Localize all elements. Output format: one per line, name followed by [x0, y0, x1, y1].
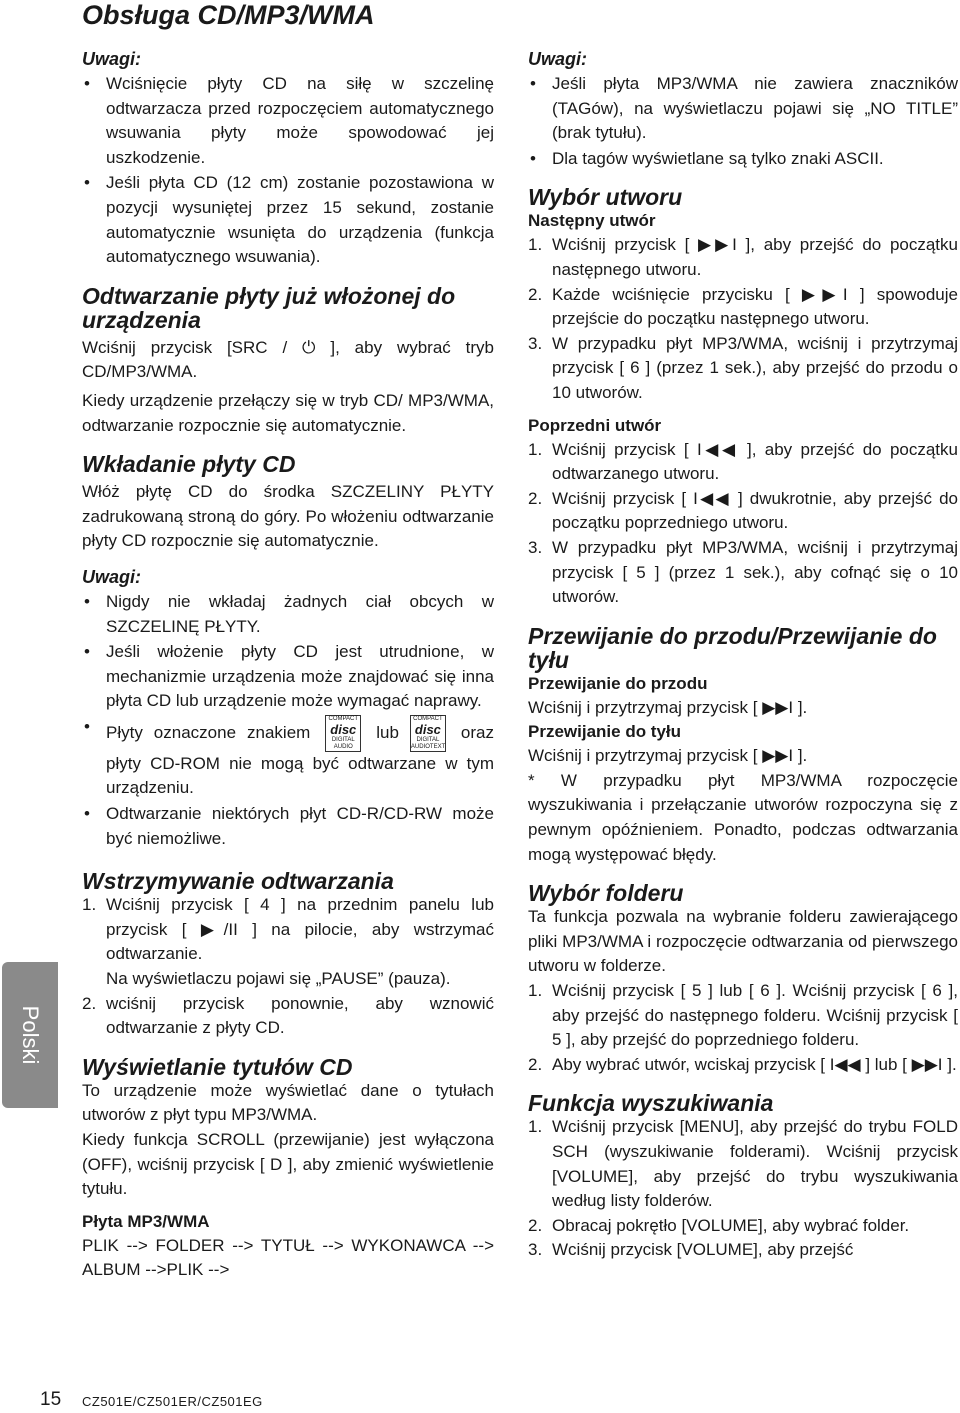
search-steps — [528, 1115, 958, 1263]
list-item: 1. Wciśnij przycisk [ I◀◀ ], aby przejść do początku odtwarzanego utworu. — [528, 439, 958, 484]
paragraph: Wciśnij i przytrzymaj przycisk [ ▶▶I ]. — [528, 697, 808, 717]
paragraph: Włóż płytę CD do środka SZCZELINY PŁYTY zadrukowaną stroną do góry. Po włożeniu odtwarzanie płyty CD rozpocznie się automatycznie. — [82, 482, 494, 551]
list-item: • Wciśnięcie płyty CD na siłę w szczelinę odtwarzacza przed rozpoczęciem automatycznego wsuwania płyty może spowodować jej uszkodzenie. — [82, 72, 494, 170]
list-item: • Odtwarzanie niektórych płyt CD-R/CD-RW może być niemożliwe. — [82, 802, 494, 851]
section-heading-ff: Przewijanie do przodu/Przewijanie do tyłu — [528, 622, 937, 673]
section-heading-pause: Wstrzymywanie odtwarzania — [82, 868, 394, 895]
folder-steps — [528, 979, 958, 1077]
paragraph: PLIK --> FOLDER --> TYTUŁ --> WYKONAWCA --> ALBUM -->PLIK --> — [82, 1235, 494, 1280]
subheading-forward: Przewijanie do przodu — [528, 673, 708, 693]
section-heading-track: Wybór utworu — [528, 184, 683, 211]
list-item — [82, 715, 494, 801]
list-item: • Nigdy nie wkładaj żadnych ciał obcych w SZCZELINĘ PŁYTY. — [82, 590, 494, 639]
list-item: • Jeśli płyta MP3/WMA nie zawiera znaczników (TAGów), na wyświetlaczu pojawi się „NO TITLE” (brak tytułu). — [528, 72, 958, 146]
paragraph: Wciśnij i przytrzymaj przycisk [ ▶▶I ]. — [528, 746, 808, 766]
text: Na wyświetlaczu pojawi się „PAUSE” (pauza). — [106, 969, 451, 989]
model-number: CZ501E/CZ501ER/CZ501EG — [82, 1394, 263, 1409]
compact-disc-logo: COMPACT disc DIGITAL AUDIO — [325, 715, 361, 752]
paragraph: To urządzenie może wyświetlać dane o tytułach utworów z płyt typu MP3/WMA. — [82, 1080, 494, 1125]
pause-steps — [82, 893, 494, 1041]
notes-list — [528, 72, 958, 171]
paragraph: Kiedy funkcja SCROLL (przewijanie) jest wyłączona (OFF), wciśnij przycisk [ D ], aby zmienić wyświetlenie tytułu. — [82, 1130, 494, 1199]
section-heading-titles: Wyświetlanie tytułów CD — [82, 1053, 353, 1080]
list-item: 1. Wciśnij przycisk [ 5 ] lub [ 6 ]. Wciśnij przycisk [ 6 ], aby przejść do następnego folderu. Wciśnij przycisk [ 5 ], aby przejść do poprzedniego folderu. — [528, 981, 958, 1050]
section-heading-folder: Wybór folderu — [528, 880, 684, 907]
list-item: • Jeśli włożenie płyty CD jest utrudnione, w mechanizmie urządzenia może znajdować się inna płyta CD lub urządzenie może wymagać naprawy. — [82, 640, 494, 714]
notes-list — [82, 590, 494, 851]
paragraph: Ta funkcja pozwala na wybranie folderu zawierającego pliki MP3/WMA i rozpoczęcie odtwarzania od pierwszego utworu w folderze. — [528, 907, 958, 976]
list-item: • Jeśli płyta CD (12 cm) zostanie pozostawiona w pozycji wysuniętej przez 15 sekund, zostanie automatycznie wsunięta do urządzenia (funkcja automatycznego wsuwania). — [82, 171, 494, 269]
paragraph: Kiedy urządzenie przełączy się w tryb CD/ MP3/WMA, odtwarzanie rozpocznie się automatycznie. — [82, 390, 494, 435]
language-tab-label: Polski — [18, 1005, 43, 1065]
prev-steps — [528, 438, 958, 610]
footnote: * W przypadku płyt MP3/WMA rozpoczęcie wyszukiwania i przełączanie utworów rozpoczyna się z pewnym opóźnieniem. Ponadto, podczas odtwarzania mogą występować błędy. — [528, 770, 958, 864]
left-column — [82, 48, 494, 1283]
section-heading-insert: Wkładanie płyty CD — [82, 451, 296, 478]
list-item: 2. Wciśnij przycisk [ I◀◀ ] dwukrotnie, aby przejść do początku poprzedniego utworu. — [528, 488, 958, 533]
list-item: 1. Wciśnij przycisk [MENU], aby przejść do trybu FOLD SCH (wyszukiwanie folderami). Wciśnij przycisk [VOLUME], aby przejść do trybu wyszukiwania według listy folderów. — [528, 1117, 958, 1211]
language-tab — [2, 962, 58, 1108]
next-steps — [528, 233, 958, 405]
list-item: 2. Obracaj pokrętło [VOLUME], aby wybrać folder. — [528, 1215, 910, 1235]
list-item: 2. wciśnij przycisk ponownie, aby wznowić odtwarzanie z płyty CD. — [82, 993, 494, 1038]
text: Płyty oznaczone znakiem — [106, 722, 311, 742]
notes-heading: Uwagi: — [82, 566, 142, 587]
text: oraz płyty CD-ROM nie mogą być odtwarzane w tym urządzeniu. — [106, 722, 494, 798]
notes-heading: Uwagi: — [82, 49, 142, 69]
subheading-prev: Poprzedni utwór — [528, 415, 662, 435]
list-item: 1. Wciśnij przycisk [ 4 ] na przednim panelu lub przycisk [ ▶/II ] na pilocie, aby wstrzymać odtwarzanie. Na wyświetlaczu pojawi się „PAUSE” (pauza). — [82, 895, 494, 989]
notes-list — [82, 72, 494, 270]
subheading-back: Przewijanie do tyłu — [528, 722, 682, 742]
list-item: 3. Wciśnij przycisk [VOLUME], aby przejść — [528, 1240, 854, 1260]
list-item: 1. Wciśnij przycisk [ ▶▶I ], aby przejść do początku następnego utworu. — [528, 235, 958, 279]
list-item: 3. W przypadku płyt MP3/WMA, wciśnij i przytrzymaj przycisk [ 6 ] (przez 1 sek.), aby przejść do przodu o 10 utworów. — [528, 333, 958, 402]
list-item: • Dla tagów wyświetlane są tylko znaki ASCII. — [528, 147, 958, 172]
page-title: Obsługa CD/MP3/WMA — [82, 0, 375, 30]
list-item: 2. Aby wybrać utwór, wciskaj przycisk [ I◀◀ ] lub [ ▶▶I ]. — [528, 1054, 957, 1074]
right-column — [528, 48, 958, 1263]
subheading-mp3: Płyta MP3/WMA — [82, 1211, 210, 1231]
section-heading-search: Funkcja wyszukiwania — [528, 1090, 774, 1117]
text: lub — [376, 722, 399, 742]
subheading-next: Następny utwór — [528, 211, 656, 231]
list-item: 3. W przypadku płyt MP3/WMA, wciśnij i przytrzymaj przycisk [ 5 ] (przez 1 sek.), aby cofnąć się o 10 utworów. — [528, 537, 958, 607]
section-heading-play: Odtwarzanie płyty już włożonej do urządzenia — [82, 282, 456, 333]
list-item: 2. Każde wciśnięcie przycisku [ ▶▶I ] spowoduje przejście do początku następnego utworu. — [528, 284, 958, 329]
paragraph: Wciśnij przycisk [SRC / ⏻ ], aby wybrać tryb CD/MP3/WMA. — [82, 337, 494, 382]
notes-heading: Uwagi: — [528, 49, 588, 69]
compact-disc-text-logo: COMPACT disc DIGITAL AUDIOTEXT — [410, 715, 446, 750]
page-number: 15 — [40, 1389, 62, 1410]
